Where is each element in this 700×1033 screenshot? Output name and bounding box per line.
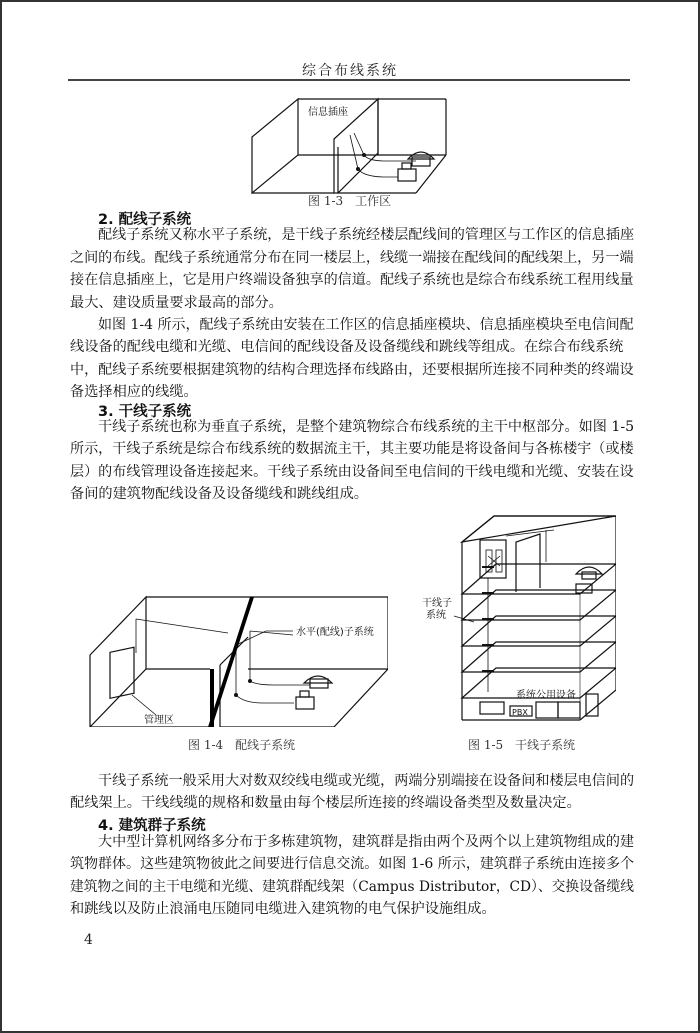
paragraph-line: 之间的布线。配线子系统通常分布在同一楼层上，线缆一端接在配线间的配线架上，另一端 xyxy=(70,250,634,266)
outlet-point xyxy=(356,167,360,171)
section-3-heading: 3. 干线子系统 xyxy=(98,404,192,420)
figure-1-4-horizontal-subsystem xyxy=(88,587,388,727)
figure-1-3-drawing xyxy=(246,97,456,197)
outlet-point xyxy=(362,153,366,157)
label-horizontal-subsystem: 水平(配线)子系统 xyxy=(296,627,374,638)
paragraph-line: 中，配线子系统要根据建筑物的结构合理选择布线路由，还要根据所连接不同种类的终端设 xyxy=(70,362,634,378)
label-info-outlet: 信息插座 xyxy=(308,107,348,118)
paragraph-line: 层）的布线管理设备连接起来。干线子系统由设备间至电信间的干线电缆和光缆、安装在设 xyxy=(70,464,634,480)
partition-wall xyxy=(208,597,254,727)
figure-1-4-drawing xyxy=(88,587,388,727)
paragraph-line: 配线子系统又称水平子系统，是干线子系统经楼层配线间的管理区与工作区的信息插座 xyxy=(98,227,635,243)
figure-1-4-caption: 图 1-4 配线子系统 xyxy=(188,738,296,752)
figure-1-5-drawing xyxy=(416,512,616,722)
section-2-heading: 2. 配线子系统 xyxy=(98,212,192,228)
figure-1-3-work-area xyxy=(246,97,456,197)
paragraph-line: 建筑物之间的主干电缆和光缆、建筑群配线架（Campus Distributor，CD）、交换设备缆线 xyxy=(70,879,634,895)
paragraph-line: 大中型计算机网络多分布于多栋建筑物，建筑群是指由两个及两个以上建筑物组成的建 xyxy=(98,834,635,850)
label-pbx: PBX xyxy=(512,708,528,717)
paragraph-line: 备选择相应的线缆。 xyxy=(70,384,198,400)
paragraph-line: 备间的建筑物配线设备及设备缆线和跳线组成。 xyxy=(70,486,368,502)
paragraph-line: 所示，干线子系统是综合布线系统的数据流主干，其主要功能是将设备间与各栋楼宇（或楼 xyxy=(70,441,634,457)
paragraph-line: 配线架上。干线线缆的规格和数量由每个楼层所连接的终端设备类型及数量决定。 xyxy=(70,795,581,811)
running-header-title: 综合布线系统 xyxy=(302,63,398,79)
label-common-equipment: 系统公用设备 xyxy=(516,690,576,701)
paragraph-line: 干线子系统也称为垂直子系统，是整个建筑物综合布线系统的主干中枢部分。如图 1-5 xyxy=(98,419,635,435)
paragraph-line: 线设备的配线电缆和光缆、电信间的配线设备及设备缆线和跳线等组成。在综合布线系统 xyxy=(70,339,624,355)
header-rule xyxy=(68,79,630,81)
paragraph-line: 最大、建设质量要求最高的部分。 xyxy=(70,295,283,311)
label-backbone-line2: 系统 xyxy=(426,610,446,621)
paragraph-line: 和跳线以及防止浪涌电压随同电缆进入建筑物的电气保护设施组成。 xyxy=(70,901,496,917)
figure-1-3-caption: 图 1-3 工作区 xyxy=(308,194,392,208)
page-number: 4 xyxy=(84,932,93,948)
label-backbone-line1: 干线子 xyxy=(422,598,452,609)
figure-1-5-caption: 图 1-5 干线子系统 xyxy=(468,738,576,752)
paragraph-line: 如图 1-4 所示，配线子系统由安装在工作区的信息插座模块、信息插座模块至电信间配 xyxy=(98,317,634,333)
section-4-heading: 4. 建筑群子系统 xyxy=(98,818,206,834)
paragraph-line: 筑物群体。这些建筑物彼此之间要进行信息交流。如图 1-6 所示，建筑群子系统由连接多个 xyxy=(70,856,634,872)
paragraph-line: 接在信息插座上，它是用户终端设备独享的信道。配线子系统也是综合布线系统工程用线量 xyxy=(70,272,634,288)
label-admin-area: 管理区 xyxy=(144,715,174,726)
figure-1-5-backbone-subsystem xyxy=(416,512,616,722)
paragraph-line: 干线子系统一般采用大对数双绞线电缆或光缆，两端分别端接在设备间和楼层电信间的 xyxy=(98,773,635,789)
